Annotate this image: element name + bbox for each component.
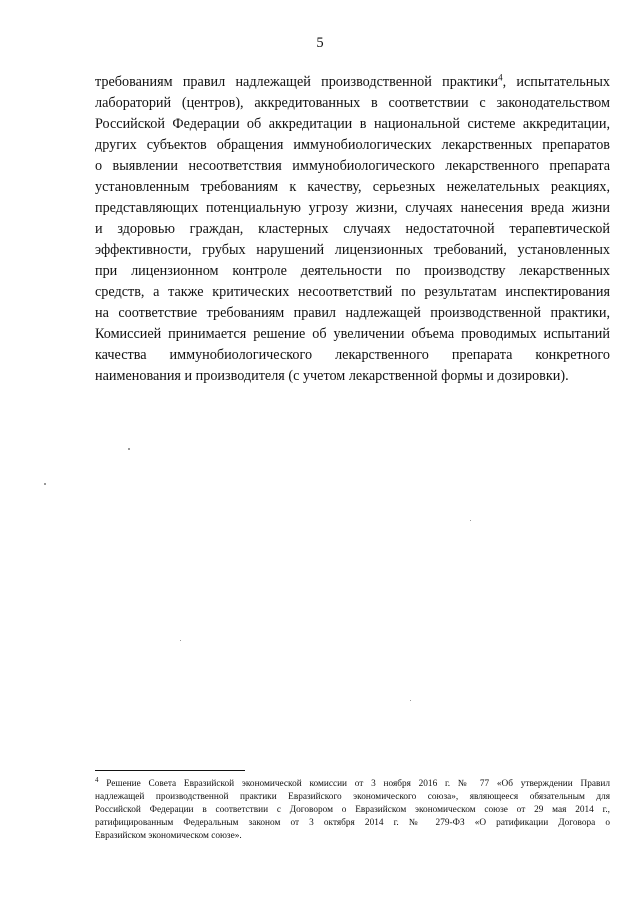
footnote-line: [95, 775, 610, 791]
footnote-mark: 4: [95, 775, 99, 784]
scan-speck: [180, 640, 181, 641]
body-text: , испытательных: [502, 74, 610, 90]
scan-speck: [470, 520, 471, 521]
body-line: о выявлении несоответствия иммунобиологического лекарственного препарата: [95, 158, 610, 174]
page-number: 5: [316, 35, 324, 51]
footnote-line: надлежащей производственной практики Евразийского экономического союза», являющееся обязательным для: [95, 792, 610, 802]
scan-speck: [410, 700, 411, 701]
body-line: других субъектов обращения иммунобиологических лекарственных препаратов: [95, 137, 610, 153]
footnote-reference: 4: [498, 72, 503, 83]
body-line: при лицензионном контроле деятельности по производству лекарственных: [95, 263, 610, 279]
body-line: Российской Федерации об аккредитации в национальной системе аккредитации,: [95, 116, 610, 132]
body-line: Комиссией принимается решение об увеличении объема проводимых испытаний: [95, 326, 610, 342]
body-line: качества иммунобиологического лекарственного препарата конкретного: [95, 347, 610, 363]
body-line: лабораторий (центров), аккредитованных в соответствии с законодательством: [95, 95, 610, 111]
body-line: установленным требованиям к качеству, серьезных нежелательных реакциях,: [95, 179, 610, 195]
footnote-separator: [95, 770, 245, 771]
footnote-line: Российской Федерации в соответствии с Договором о Евразийском экономическом союзе от 29 мая 2014 г.,: [95, 805, 610, 815]
footnote-text: Решение Совета Евразийской экономической комиссии от 3 ноября 2016 г. № 77 «Об утверждении Правил: [98, 779, 610, 789]
footnote-line: ратифицированным Федеральным законом от 3 октября 2014 г. № 279-ФЗ «О ратификации Договора о: [95, 818, 610, 828]
body-line: наименования и производителя (с учетом лекарственной формы и дозировки).: [95, 368, 569, 384]
body-line: и здоровью граждан, кластерных случаях недостаточной терапевтической: [95, 221, 610, 237]
body-line: на соответствие требованиям правил надлежащей производственной практики,: [95, 305, 610, 321]
body-line: эффективности, грубых нарушений лицензионных требований, установленных: [95, 242, 610, 258]
body-line: средств, а также критических несоответствий по результатам инспектирования: [95, 284, 610, 300]
body-line: представляющих потенциальную угрозу жизни, случаях нанесения вреда жизни: [95, 200, 610, 216]
footnote-line: Евразийском экономическом союзе».: [95, 831, 242, 841]
scan-speck: [44, 483, 46, 485]
scan-speck: [128, 448, 130, 450]
body-line: [95, 72, 610, 92]
body-text: требованиям правил надлежащей производственной практики: [95, 74, 499, 90]
